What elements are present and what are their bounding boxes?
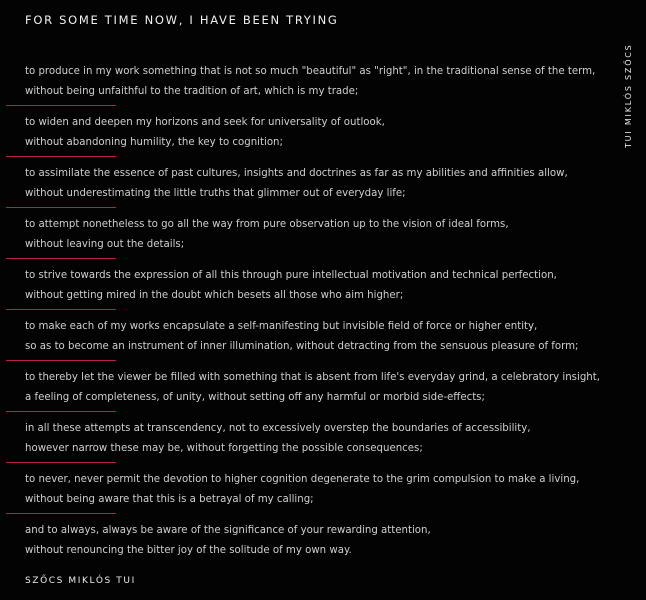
verse-line: without leaving out the details; xyxy=(25,239,185,250)
verse-item xyxy=(0,368,600,419)
author-signature: SZŐCS MIKLÓS TUI xyxy=(25,576,136,586)
verse-item xyxy=(0,419,600,470)
verse-divider xyxy=(6,360,116,361)
verse-line: to attempt nonetheless to go all the way from pure observation up to the vision of ideal forms, xyxy=(25,219,509,230)
verse-item xyxy=(0,521,600,572)
verse-line: without renouncing the bitter joy of the solitude of my own way. xyxy=(25,545,352,556)
verse-item xyxy=(0,164,600,215)
verse-divider xyxy=(6,258,116,259)
verse-line: to strive towards the expression of all this through pure intellectual motivation and technical perfection, xyxy=(25,270,557,281)
verse-item xyxy=(0,62,600,113)
verse-item xyxy=(0,113,600,164)
verse-divider xyxy=(6,105,116,106)
verse-divider xyxy=(6,513,116,514)
verse-line: without getting mired in the doubt which besets all those who aim higher; xyxy=(25,290,404,301)
verse-divider xyxy=(6,411,116,412)
verse-line: to assimilate the essence of past cultures, insights and doctrines as far as my abilities and affinities allow, xyxy=(25,168,568,179)
verse-line: to widen and deepen my horizons and seek for universality of outlook, xyxy=(25,117,385,128)
verse-divider xyxy=(6,309,116,310)
verse-divider xyxy=(6,207,116,208)
verse-line: without abandoning humility, the key to cognition; xyxy=(25,137,283,148)
verse-item xyxy=(0,317,600,368)
verse-item xyxy=(0,215,600,266)
verse-line: so as to become an instrument of inner illumination, without detracting from the sensuous pleasure of form; xyxy=(25,341,579,352)
verse-line: to thereby let the viewer be filled with something that is absent from life's everyday grind, a celebratory insight, xyxy=(25,372,600,383)
verse-line: without being unfaithful to the tradition of art, which is my trade; xyxy=(25,86,359,97)
verse-line: a feeling of completeness, of unity, without setting off any harmful or morbid side-effects; xyxy=(25,392,485,403)
verse-divider xyxy=(6,462,116,463)
verse-line: to make each of my works encapsulate a self-manifesting but invisible field of force or higher entity, xyxy=(25,321,538,332)
verse-line: however narrow these may be, without forgetting the possible consequences; xyxy=(25,443,423,454)
verse-line: without being aware that this is a betrayal of my calling; xyxy=(25,494,314,505)
page-title: FOR SOME TIME NOW, I HAVE BEEN TRYING xyxy=(25,13,339,27)
vertical-author-label: TUI MIKLÓS SZŐCS xyxy=(624,43,633,148)
verse-line: and to always, always be aware of the significance of your rewarding attention, xyxy=(25,525,431,536)
verse-list xyxy=(0,62,600,572)
verse-line: in all these attempts at transcendency, not to excessively overstep the boundaries of accessibility, xyxy=(25,423,531,434)
verse-line: to produce in my work something that is not so much "beautiful" as "right", in the traditional sense of the term, xyxy=(25,66,596,77)
verse-item xyxy=(0,266,600,317)
verse-item xyxy=(0,470,600,521)
verse-line: without underestimating the little truths that glimmer out of everyday life; xyxy=(25,188,406,199)
verse-line: to never, never permit the devotion to higher cognition degenerate to the grim compulsion to make a living, xyxy=(25,474,580,485)
verse-divider xyxy=(6,156,116,157)
